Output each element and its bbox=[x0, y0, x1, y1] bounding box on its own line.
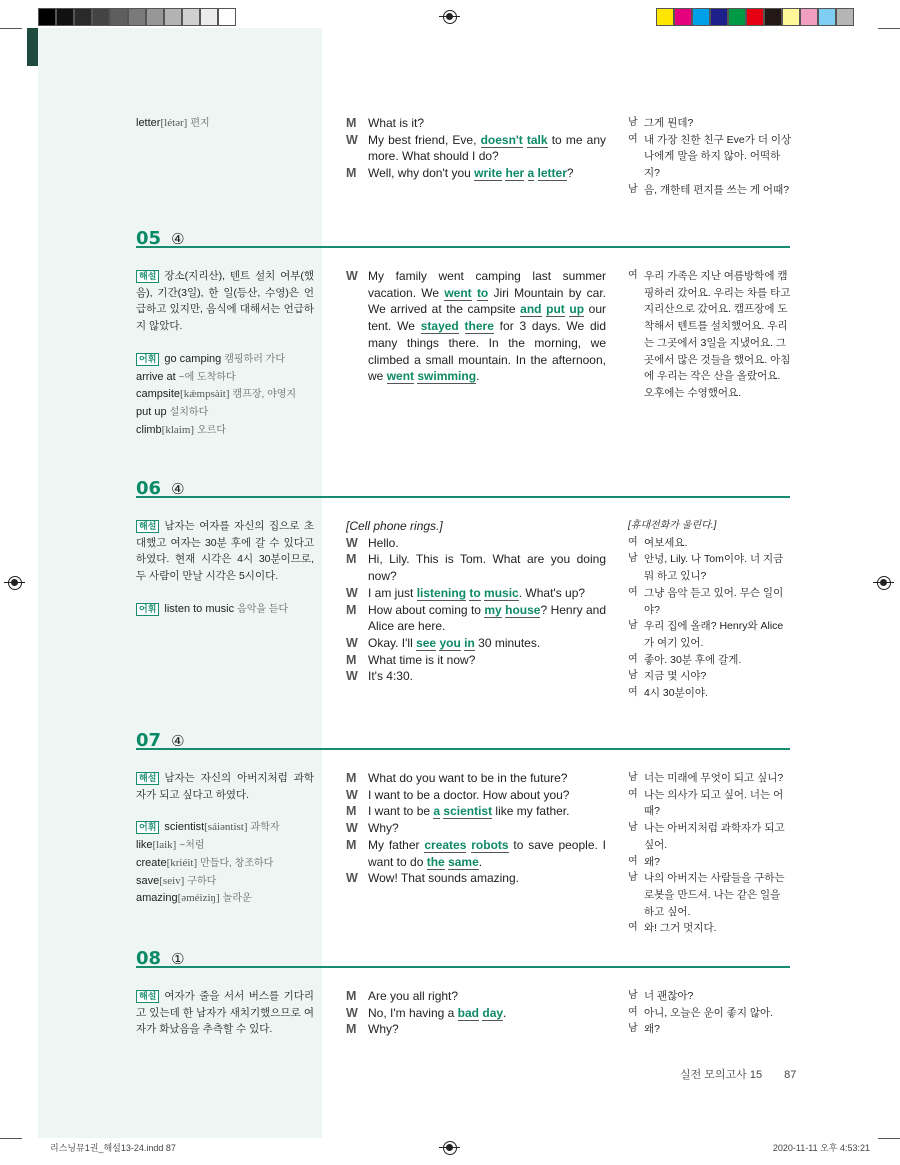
dialogue-text: . What's up? bbox=[518, 585, 586, 600]
slug-file: 리스닝뮤1권_해설13-24.indd 87 bbox=[50, 1143, 176, 1153]
speaker-label-ko: 여 bbox=[628, 687, 638, 699]
registration-mark-icon bbox=[8, 576, 22, 590]
answer-blank-word: bad bbox=[457, 1005, 480, 1020]
dialogue-text: How about coming to bbox=[368, 602, 485, 617]
vocab-word: arrive at bbox=[136, 370, 176, 383]
color-swatch bbox=[782, 8, 800, 26]
book-title: 실전 모의고사 15 bbox=[680, 1069, 763, 1081]
vocab-meaning: 놀라운 bbox=[222, 893, 252, 905]
dialogue-line bbox=[346, 820, 606, 837]
registration-mark-icon bbox=[443, 10, 457, 24]
gray-swatch bbox=[164, 8, 182, 26]
answer-blank-word: talk bbox=[526, 132, 548, 147]
dialogue-script bbox=[346, 770, 606, 887]
speaker-label: M bbox=[346, 989, 357, 1003]
color-swatch bbox=[746, 8, 764, 26]
dialogue-text: My father bbox=[368, 837, 425, 852]
speaker-label-ko: 남 bbox=[628, 553, 638, 565]
vocab-item bbox=[136, 115, 314, 133]
translation-line bbox=[628, 920, 792, 937]
vocab-word: like bbox=[136, 839, 153, 852]
answer-blank-word: put bbox=[546, 302, 565, 317]
dialogue-text: I want to be a doctor. How about you? bbox=[368, 787, 570, 802]
dialogue-text: What time is it now? bbox=[368, 652, 476, 667]
vocab-word: campsite bbox=[136, 388, 181, 401]
vocab-pronunciation: [kriéit] bbox=[166, 856, 198, 869]
explanation-badge: 해설 bbox=[136, 270, 159, 283]
gray-swatch bbox=[56, 8, 74, 26]
explanation-text: 남자는 자신의 아버지처럼 과학자가 되고 싶다고 하였다. bbox=[136, 772, 314, 801]
answer-blank-word: a bbox=[527, 166, 535, 181]
answer-blank-word: scientist bbox=[443, 804, 493, 819]
explanation-badge: 해설 bbox=[136, 990, 159, 1003]
dialogue-text: I am just bbox=[368, 585, 417, 600]
vocab-pronunciation: [əméiziŋ] bbox=[177, 892, 220, 905]
answer-choice: ④ bbox=[171, 481, 185, 498]
speaker-label: W bbox=[346, 635, 358, 650]
speaker-label-ko: 여 bbox=[628, 270, 638, 281]
speaker-label-ko: 여 bbox=[628, 133, 638, 145]
answer-blank-word: there bbox=[464, 319, 494, 334]
vocab-item bbox=[136, 386, 314, 404]
color-swatch bbox=[836, 8, 854, 26]
vocab-item bbox=[136, 422, 314, 440]
answer-blank-word: went bbox=[386, 369, 415, 384]
dialogue-text: for 3 days. We did many things there. In the morning, we climbed a small mountain. In the afternoon, we bbox=[368, 319, 606, 384]
dialogue-line bbox=[346, 115, 606, 132]
section-header bbox=[136, 948, 790, 968]
speaker-label-ko: 여 bbox=[628, 536, 638, 548]
dialogue-line bbox=[346, 165, 606, 182]
vocab-pronunciation: [seiv] bbox=[159, 874, 185, 887]
vocab-meaning: 만들다, 창조하다 bbox=[200, 857, 274, 869]
dialogue-line bbox=[346, 770, 606, 787]
section-header bbox=[136, 228, 790, 248]
speaker-label-ko: 여 bbox=[628, 1006, 638, 1018]
translation-text: 그냥 음악 듣고 있어. 무슨 일이야? bbox=[644, 586, 784, 616]
vocab-meaning: 음악을 듣다 bbox=[237, 603, 289, 615]
answer-blank-word: went bbox=[444, 285, 472, 300]
dialogue-line bbox=[346, 602, 606, 635]
vocab-pronunciation: [klaim] bbox=[161, 423, 195, 436]
speaker-label: M bbox=[346, 652, 357, 667]
dialogue-text: No, I'm having a bbox=[368, 1005, 458, 1020]
crop-mark bbox=[0, 28, 22, 29]
vocab-badge: 어휘 bbox=[136, 821, 159, 834]
translation-text: 우리 집에 올래? Henry와 Alice가 여기 있어. bbox=[644, 620, 784, 649]
vocab-list bbox=[136, 115, 314, 133]
notes-column bbox=[136, 770, 314, 908]
crop-mark bbox=[0, 1138, 22, 1139]
korean-translation bbox=[628, 988, 792, 1038]
speaker-label: M bbox=[346, 552, 357, 567]
korean-translation bbox=[628, 115, 792, 199]
color-calibration-bar bbox=[656, 8, 854, 26]
vocab-word: letter bbox=[136, 117, 161, 129]
color-swatch bbox=[674, 8, 692, 26]
gray-swatch bbox=[146, 8, 164, 26]
answer-blank-word: you bbox=[439, 635, 461, 650]
answer-blank-word: listening bbox=[416, 585, 467, 600]
crop-mark bbox=[878, 1138, 900, 1139]
vocab-pronunciation: [létər] bbox=[160, 117, 188, 129]
translation-line bbox=[628, 1021, 792, 1038]
explanation-text: 장소(지리산), 텐트 설치 여부(했음), 기간(3일), 한 일(등산, 수영)은 언급하고 있지만, 음식에 대해서는 언급하지 않았다. bbox=[136, 270, 314, 333]
vocab-meaning: 편지 bbox=[190, 118, 210, 129]
dialogue-text: Are you all right? bbox=[368, 989, 459, 1003]
dialogue-line bbox=[346, 268, 606, 385]
vocab-item bbox=[136, 404, 314, 422]
dialogue-line bbox=[346, 535, 606, 552]
answer-blank-word: house bbox=[505, 602, 541, 617]
answer-blank-word: my bbox=[484, 602, 502, 617]
translation-text: 너 괜찮아? bbox=[644, 990, 694, 1002]
dialogue-script bbox=[346, 988, 606, 1038]
dialogue-text: . bbox=[476, 369, 480, 384]
answer-blank-word: same bbox=[448, 854, 479, 869]
dialogue-text: What do you want to be in the future? bbox=[368, 771, 568, 785]
dialogue-text: our tent. We bbox=[368, 302, 607, 334]
question-number: 06 bbox=[136, 478, 162, 499]
vocab-item bbox=[136, 601, 314, 619]
dialogue-text: What is it? bbox=[368, 116, 425, 130]
translation-line bbox=[628, 870, 792, 920]
speaker-label-ko: 여 bbox=[628, 922, 638, 934]
color-swatch bbox=[800, 8, 818, 26]
speaker-label: M bbox=[346, 602, 357, 617]
notes-column bbox=[136, 988, 314, 1038]
gray-swatch bbox=[92, 8, 110, 26]
vocab-meaning: ~처럼 bbox=[179, 840, 205, 852]
gray-swatch bbox=[74, 8, 92, 26]
speaker-label-ko: 남 bbox=[628, 990, 638, 1001]
dialogue-line bbox=[346, 1021, 606, 1038]
vocab-list bbox=[136, 601, 314, 619]
registration-mark-icon bbox=[877, 576, 891, 590]
answer-blank-word: a bbox=[433, 804, 441, 819]
speaker-label: W bbox=[346, 1005, 358, 1020]
vocab-meaning: 캠프장, 야영지 bbox=[232, 389, 297, 401]
dialogue-text: Why? bbox=[368, 1022, 399, 1037]
vocab-badge: 어휘 bbox=[136, 603, 159, 616]
answer-blank-word: the bbox=[426, 854, 445, 869]
translation-text: 나는 의사가 되고 싶어. 너는 어때? bbox=[644, 788, 784, 818]
translation-text: 지금 몇 시야? bbox=[644, 670, 707, 683]
dialogue-text: Jiri Mountain by car. We arrived at the campsite bbox=[368, 285, 606, 317]
explanation-badge: 해설 bbox=[136, 772, 159, 785]
translation-text: 안녕, Lily. 나 Tom이야. 너 지금 뭐 하고 있니? bbox=[644, 553, 784, 583]
answer-blank-word: robots bbox=[471, 837, 509, 852]
translation-line bbox=[628, 551, 792, 584]
dialogue-line bbox=[346, 668, 606, 685]
vocab-item bbox=[136, 837, 314, 855]
answer-blank-word: to bbox=[476, 285, 489, 300]
vocab-item bbox=[136, 855, 314, 873]
dialogue-text: . bbox=[503, 1005, 507, 1020]
color-swatch bbox=[818, 8, 836, 26]
translation-line bbox=[628, 770, 792, 787]
translation-line bbox=[628, 115, 792, 132]
page-edge-tab bbox=[27, 28, 38, 66]
gray-swatch bbox=[110, 8, 128, 26]
explanation-text: 여자가 줄을 서서 버스를 기다리고 있는데 한 남자가 새치기했으므로 여자가 화났음을 추측할 수 있다. bbox=[136, 990, 314, 1036]
translation-line bbox=[628, 988, 792, 1005]
dialogue-line bbox=[346, 551, 606, 584]
dialogue-line bbox=[346, 803, 606, 820]
answer-blank-word: day bbox=[482, 1005, 504, 1020]
explanation bbox=[136, 988, 314, 1038]
color-swatch bbox=[728, 8, 746, 26]
question-number: 08 bbox=[136, 948, 162, 969]
speaker-label-ko: 남 bbox=[628, 183, 638, 195]
explanation bbox=[136, 770, 314, 803]
dialogue-script bbox=[346, 115, 606, 182]
explanation-badge: 해설 bbox=[136, 520, 159, 533]
answer-choice: ④ bbox=[171, 231, 185, 248]
speaker-label: W bbox=[346, 269, 358, 283]
translation-line bbox=[628, 618, 792, 651]
vocab-pronunciation: [sáiəntist] bbox=[204, 821, 248, 834]
speaker-label-ko: 여 bbox=[628, 855, 638, 867]
notes-column bbox=[136, 268, 314, 439]
vocab-word: create bbox=[136, 856, 167, 869]
color-swatch bbox=[710, 8, 728, 26]
speaker-label: M bbox=[346, 804, 357, 819]
answer-choice: ④ bbox=[171, 733, 185, 750]
vocab-pronunciation: [laik] bbox=[152, 839, 177, 852]
vocab-word: put up bbox=[136, 405, 167, 418]
translation-text: 아니, 오늘은 운이 좋지 않아. bbox=[644, 1006, 774, 1019]
dialogue-text: Okay. I'll bbox=[368, 635, 417, 650]
translation-line bbox=[628, 585, 792, 618]
dialogue-line bbox=[346, 635, 606, 652]
vocab-pronunciation: [kǽmpsàit] bbox=[180, 388, 230, 401]
answer-blank-word: and bbox=[520, 302, 542, 317]
vocab-word: listen to music bbox=[164, 602, 235, 615]
answer-blank-word: doesn't bbox=[480, 132, 523, 147]
registration-mark-icon bbox=[443, 1141, 457, 1155]
speaker-label-ko: 남 bbox=[628, 1023, 638, 1035]
korean-translation bbox=[628, 518, 792, 702]
dialogue-text: Well, why don't you bbox=[368, 166, 475, 181]
dialogue-text: to save people. I want to do bbox=[368, 837, 606, 869]
explanation bbox=[136, 268, 314, 335]
speaker-label: M bbox=[346, 166, 357, 181]
speaker-label: M bbox=[346, 1022, 357, 1037]
dialogue-line bbox=[346, 787, 606, 804]
speaker-label: W bbox=[346, 871, 358, 886]
translation-line bbox=[628, 685, 792, 702]
translation-line bbox=[628, 787, 792, 820]
dialogue-line bbox=[346, 585, 606, 602]
dialogue-line bbox=[346, 837, 606, 870]
section-header bbox=[136, 730, 790, 750]
translation-text: 와! 그거 멋지다. bbox=[644, 922, 717, 935]
dialogue-text bbox=[459, 319, 465, 333]
notes-column bbox=[136, 518, 314, 619]
dialogue-text: My best friend, Eve, bbox=[368, 132, 481, 147]
translation-line bbox=[628, 132, 792, 182]
stage-direction-ko: [휴대전화가 울린다.] bbox=[628, 520, 717, 531]
notes-column bbox=[136, 115, 314, 133]
vocab-meaning: 설치하다 bbox=[169, 406, 209, 418]
gray-calibration-bar bbox=[38, 8, 236, 26]
dialogue-text: ? Henry and Alice are here. bbox=[368, 602, 607, 634]
translation-text: 왜? bbox=[644, 855, 660, 868]
korean-translation bbox=[628, 268, 792, 402]
vocab-word: amazing bbox=[136, 892, 178, 905]
page-footer bbox=[680, 1066, 796, 1082]
vocab-list bbox=[136, 351, 314, 440]
speaker-label: M bbox=[346, 771, 357, 785]
explanation-text: 남자는 여자를 자신의 집으로 초대했고 여자는 30분 후에 갈 수 있다고 하였다. 현재 시각은 4시 30분이므로, 두 사람이 만날 시각은 5시이다. bbox=[136, 520, 314, 583]
speaker-label: M bbox=[346, 837, 357, 852]
answer-blank-word: stayed bbox=[420, 319, 459, 334]
answer-blank-word: up bbox=[569, 302, 585, 317]
speaker-label-ko: 남 bbox=[628, 872, 638, 884]
translation-line bbox=[628, 1005, 792, 1022]
dialogue-text: like my father. bbox=[492, 804, 570, 819]
speaker-label: W bbox=[346, 821, 358, 836]
speaker-label: W bbox=[346, 669, 358, 684]
translation-line bbox=[628, 652, 792, 669]
answer-choice: ① bbox=[171, 951, 185, 968]
vocab-meaning: 구하다 bbox=[187, 875, 217, 887]
dialogue-line bbox=[346, 870, 606, 887]
explanation bbox=[136, 518, 314, 585]
speaker-label-ko: 남 bbox=[628, 822, 638, 834]
answer-blank-word: see bbox=[416, 635, 437, 650]
speaker-label-ko: 여 bbox=[628, 653, 638, 665]
slug-date: 2020-11-11 오후 4:53:21 bbox=[772, 1143, 870, 1153]
dialogue-line bbox=[346, 1005, 606, 1022]
dialogue-text: Hello. bbox=[368, 535, 399, 550]
translation-text: 그게 뭔데? bbox=[644, 117, 694, 129]
vocab-list bbox=[136, 819, 314, 908]
translation-line bbox=[628, 182, 792, 199]
dialogue-script bbox=[346, 518, 606, 685]
color-swatch bbox=[764, 8, 782, 26]
translation-text: 내 가장 친한 친구 Eve가 더 이상 나에게 말을 하지 않아. 어떡하지? bbox=[644, 133, 792, 180]
dialogue-text: I want to be bbox=[368, 804, 434, 819]
translation-line bbox=[628, 535, 792, 552]
question-number: 05 bbox=[136, 228, 162, 249]
speaker-label-ko: 여 bbox=[628, 586, 638, 598]
translation-text: 음, 걔한테 편지를 쓰는 게 어때? bbox=[644, 183, 790, 196]
speaker-label: W bbox=[346, 535, 358, 550]
dialogue-text: It's 4:30. bbox=[368, 669, 413, 684]
gray-swatch bbox=[182, 8, 200, 26]
speaker-label-ko: 남 bbox=[628, 670, 638, 682]
answer-blank-word: music bbox=[484, 585, 519, 600]
vocab-meaning: 오르다 bbox=[197, 424, 227, 436]
answer-blank-word: creates bbox=[424, 837, 467, 852]
color-swatch bbox=[656, 8, 674, 26]
vocab-item bbox=[136, 873, 314, 891]
dialogue-line bbox=[346, 132, 606, 165]
color-swatch bbox=[692, 8, 710, 26]
vocab-item bbox=[136, 890, 314, 908]
dialogue-line bbox=[346, 652, 606, 669]
vocab-word: climb bbox=[136, 423, 162, 436]
gray-swatch bbox=[38, 8, 56, 26]
section-header bbox=[136, 478, 790, 498]
page-number: 87 bbox=[784, 1069, 797, 1081]
speaker-label-ko: 여 bbox=[628, 788, 638, 800]
translation-text: 나의 아버지는 사람들을 구하는 로봇을 만드셔. 나는 같은 일을 하고 싶어. bbox=[644, 872, 785, 918]
vocab-badge: 어휘 bbox=[136, 353, 159, 366]
vocab-item bbox=[136, 819, 314, 837]
vocab-item bbox=[136, 351, 314, 369]
dialogue-text: 30 minutes. bbox=[474, 635, 541, 650]
dialogue-text bbox=[524, 166, 527, 180]
translation-text: 여보세요. bbox=[644, 536, 688, 549]
answer-blank-word: swimming bbox=[417, 369, 477, 384]
vocab-item bbox=[136, 369, 314, 387]
answer-blank-word: in bbox=[464, 635, 475, 650]
dialogue-text: Hi, Lily. This is Tom. What are you doing now? bbox=[368, 552, 606, 584]
korean-translation bbox=[628, 770, 792, 937]
answer-blank-word: to bbox=[469, 585, 481, 600]
dialogue-text: to me any more. What should I do? bbox=[368, 132, 606, 164]
speaker-label-ko: 남 bbox=[628, 117, 638, 128]
gray-swatch bbox=[218, 8, 236, 26]
vocab-word: scientist bbox=[164, 821, 205, 834]
vocab-meaning: 캠핑하러 가다 bbox=[224, 353, 286, 365]
dialogue-text: Wow! That sounds amazing. bbox=[368, 871, 519, 886]
translation-text: 우리 가족은 지난 여름방학에 캠핑하러 갔어요. 우리는 차를 타고 지리산으로 갔어요. 캠프장에 도착해서 텐트를 설치했어요. 우리는 그곳에서 3일을 지냈어요. 그곳에서 많은 것들을 했어요. 아침에 우리는 작은 산을 올랐어요. 오후에는 수영했어요. bbox=[644, 270, 791, 399]
gray-swatch bbox=[128, 8, 146, 26]
translation-line bbox=[628, 820, 792, 853]
answer-blank-word: her bbox=[505, 166, 525, 181]
vocab-meaning: 과학자 bbox=[250, 822, 280, 834]
speaker-label: W bbox=[346, 585, 358, 600]
translation-line bbox=[628, 854, 792, 871]
vocab-word: save bbox=[136, 874, 160, 887]
dialogue-text: ? bbox=[566, 166, 574, 181]
gray-swatch bbox=[200, 8, 218, 26]
speaker-label-ko: 남 bbox=[628, 620, 638, 632]
answer-blank-word: write bbox=[474, 166, 503, 181]
vocab-meaning: ~에 도착하다 bbox=[178, 371, 236, 383]
vocab-word: go camping bbox=[164, 352, 222, 365]
translation-text: 너는 미래에 무엇이 되고 싶니? bbox=[644, 772, 784, 784]
question-number: 07 bbox=[136, 730, 162, 751]
speaker-label: W bbox=[346, 787, 358, 802]
translation-text: 4시 30분이야. bbox=[644, 687, 708, 700]
stage-direction: [Cell phone rings.] bbox=[346, 519, 443, 533]
dialogue-text: My family went camping last summer vacation. We bbox=[368, 269, 606, 300]
speaker-label-ko: 남 bbox=[628, 772, 638, 783]
dialogue-text: . bbox=[478, 854, 483, 869]
answer-blank-word: letter bbox=[537, 166, 567, 181]
translation-text: 좋아. 30분 후에 갈게. bbox=[644, 653, 742, 666]
speaker-label: M bbox=[346, 116, 357, 130]
crop-mark bbox=[878, 28, 900, 29]
dialogue-line bbox=[346, 988, 606, 1005]
dialogue-text: Why? bbox=[368, 821, 399, 836]
translation-text: 나는 아버지처럼 과학자가 되고 싶어. bbox=[644, 822, 785, 851]
translation-text: 왜? bbox=[644, 1023, 660, 1036]
translation-line bbox=[628, 668, 792, 685]
translation-line bbox=[628, 268, 792, 402]
dialogue-script bbox=[346, 268, 606, 385]
speaker-label: W bbox=[346, 132, 358, 147]
